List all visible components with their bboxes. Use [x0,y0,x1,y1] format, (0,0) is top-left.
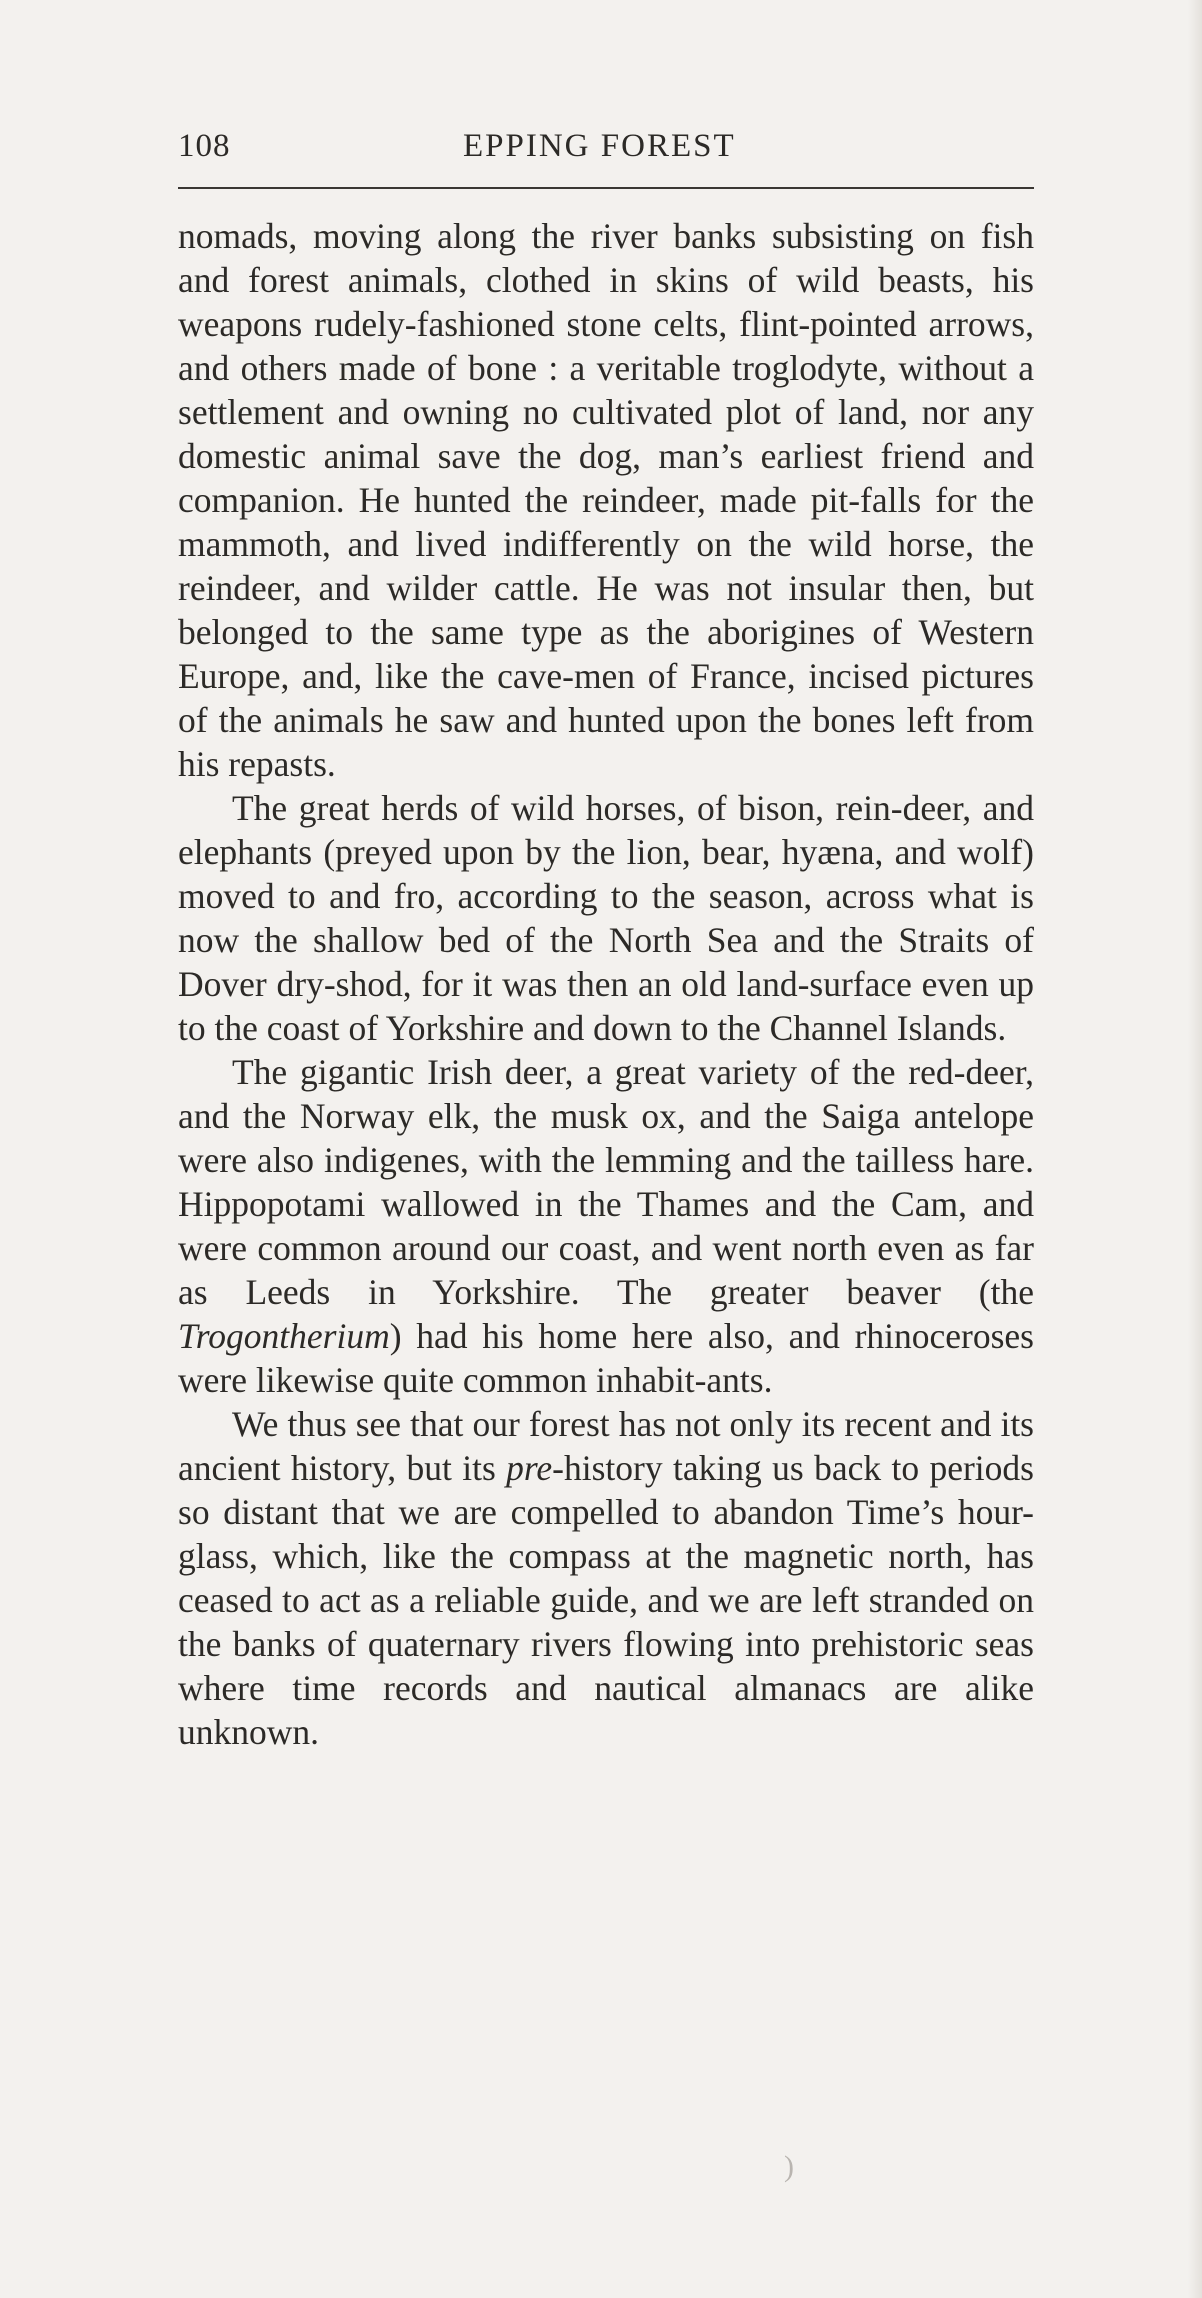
page-edge-shadow [1188,0,1202,2298]
body-text [178,214,1034,1754]
paragraph-irish-deer [178,1050,1034,1402]
paragraph-irish-deer-text-start: The gigantic Irish deer, a great variety of the red-deer, and the Norway elk, the musk ox, and the Saiga antelope were also indigenes, with the lemming and the tailless hare. Hippopotami wallowed in the Thames and the Cam, and were common around our coast, and went north even as far as Leeds in Yorkshire. The greater beaver (the [178,1052,1034,1312]
paragraph-irish-deer-text-end: ) had his home here also, and rhinoceroses were likewise quite common inhabit-ants. [178,1316,1034,1400]
paragraph-prehistory [178,1402,1034,1754]
paragraph-nomads [178,214,1034,786]
pre-italic: pre [506,1448,553,1488]
paragraph-nomads-text: nomads, moving along the river banks subsisting on fish and forest animals, clothed in skins of wild beasts, his weapons rudely-fashioned stone celts, flint-pointed arrows, and others made of bone : a veritable troglodyte, without a settlement and owning no cultivated plot of land, nor any domestic animal save the dog, man’s earliest friend and companion. He hunted the reindeer, made pit-falls for the mammoth, and lived indifferently on the wild horse, the reindeer, and wilder cattle. He was not insular then, but belonged to the same type as the aborigines of Western Europe, and, like the cave-men of France, incised pictures of the animals he saw and hunted upon the bones left from his repasts. [178,216,1034,784]
page-number: 108 [178,128,231,164]
paragraph-prehistory-text-start: We thus see that our forest has not only its recent and its ancient history, but its [178,1404,1034,1488]
running-head [178,122,1034,170]
running-title: EPPING FOREST [463,128,736,164]
stray-mark: ) [784,2150,794,2183]
paragraph-herds-text: The great herds of wild horses, of bison, rein-deer, and elephants (preyed upon by the lion, bear, hyæna, and wolf) moved to and fro, according to the season, across what is now the shallow bed of the North Sea and the Straits of Dover dry-shod, for it was then an old land-surface even up to the coast of Yorkshire and down to the Channel Islands. [178,788,1034,1048]
trogontherium-italic: Trogontherium [178,1316,390,1356]
header-rule [178,187,1034,189]
paragraph-herds [178,786,1034,1050]
paragraph-prehistory-text-end: -history taking us back to periods so distant that we are compelled to abandon Time’s hour-glass, which, like the compass at the magnetic north, has ceased to act as a reliable guide, and we are left stranded on the banks of quaternary rivers flowing into prehistoric seas where time records and nautical almanacs are alike unknown. [178,1448,1034,1752]
